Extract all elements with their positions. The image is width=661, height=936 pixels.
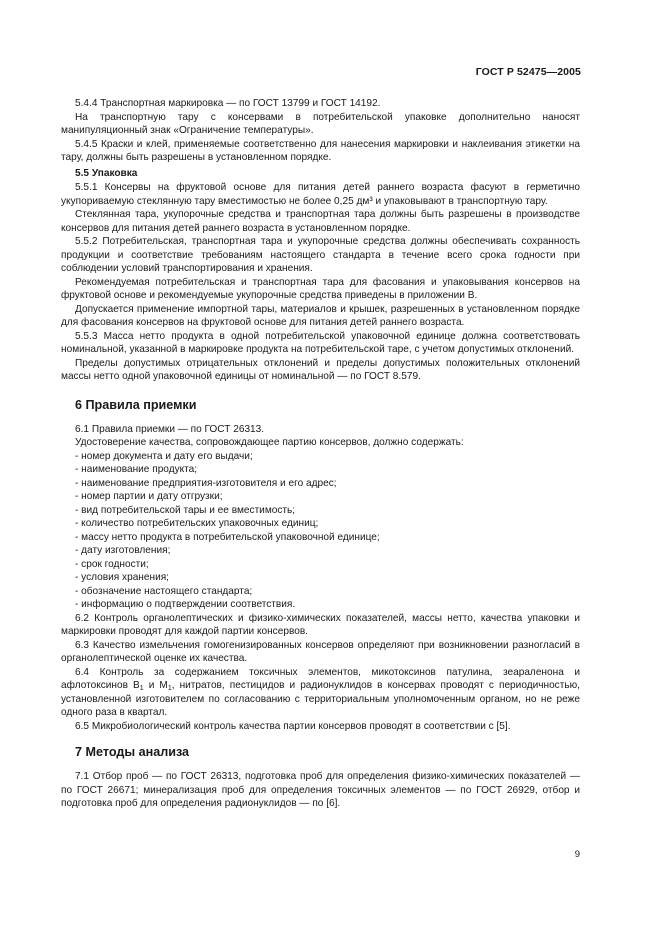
paragraph-recommended-tare: Рекомендуемая потребительская и транспортная тара для фасования и упаковывания консервов на фруктовой основе и рекомендуемые укупорочные средства приведены в приложении В.	[61, 276, 580, 301]
subscript-b1: 1	[139, 685, 144, 692]
list-item: - дату изготовления;	[75, 545, 171, 556]
standard-code-header: ГОСТ Р 52475—2005	[475, 66, 581, 78]
paragraph-deviation-limits: Пределы допустимых отрицательных отклонений и пределы допустимых положительных отклонений массы нетто одной упаковочной единицы от номинальной — по ГОСТ 8.579.	[61, 357, 580, 382]
list-item: - условия хранения;	[75, 572, 169, 583]
list-item: - номер партии и дату отгрузки;	[75, 491, 223, 502]
paragraph-5-5-3: 5.5.3 Масса нетто продукта в одной потребительской упаковочной единице должна соответствовать номинальной, указанной в маркировке продукта на потребительской таре, с учетом допустимых отклонений.	[61, 330, 580, 355]
section-title-6: 6 Правила приемки	[75, 397, 197, 412]
subscript-m1: 1	[167, 685, 172, 692]
list-item: - срок годности;	[75, 558, 149, 570]
section-title-7: 7 Методы анализа	[75, 745, 190, 759]
text-6-4-part-a: 6.4 Контроль за содержанием токсичных элементов, микотоксинов патулина, зеараленона и афлотоксинов В	[61, 666, 580, 691]
paragraph-5-5-1: 5.5.1 Консервы на фруктовой основе для питания детей раннего возраста фасуют в герметично укупориваемую стеклянную тару вместимостью не более 0,25 дм³ и упаковывают в транспортную тару.	[61, 182, 580, 207]
text-6-4-part-b: и М	[143, 680, 168, 691]
paragraph-7-1: 7.1 Отбор проб — по ГОСТ 26313, подготовка проб для определения физико-химических показателей — по ГОСТ 26671; минерализация проб для определения токсичных элементов — по ГОСТ 26929, отбор и подготовка проб для определения радионуклидов — по [6].	[61, 771, 580, 809]
page-body	[61, 97, 580, 811]
list-item: - количество потребительских упаковочных единиц;	[75, 518, 319, 529]
text-6-4-part-c: , нитратов, пестицидов и радионуклидов в консервах проводят с периодичностью, установленной изготовителем по согласованию с территориальным уполномоченным органом, но не реже одного раза в квартал.	[61, 680, 580, 718]
paragraph-quality-certificate: Удостоверение качества, сопровождающее партию консервов, должно содержать:	[75, 437, 464, 448]
subsection-title-5-5: 5.5 Упаковка	[75, 167, 138, 179]
list-item: - вид потребительской тары и ее вместимость;	[75, 504, 296, 516]
paragraph-6-1: 6.1 Правила приемки — по ГОСТ 26313.	[75, 423, 265, 435]
list-item: - наименование продукта;	[75, 464, 198, 475]
list-item: - информацию о подтверждении соответствия.	[75, 599, 296, 610]
paragraph-transport-mark: На транспортную тару с консервами в потребительской упаковке дополнительно наносят манипуляционный знак «Ограничение температуры».	[61, 111, 580, 136]
paragraph-6-3: 6.3 Качество измельчения гомогенизированных консервов определяют при возникновении разногласий в органолептической оценке их качества.	[61, 639, 580, 664]
list-item: - массу нетто продукта в потребительской упаковочной единице;	[75, 531, 380, 543]
paragraph-import-tare: Допускается применение импортной тары, материалов и крышек, разрешенных в установленном порядке для фасования консервов на фруктовой основе для питания детей раннего возраста.	[61, 303, 580, 328]
list-item: - номер документа и дату его выдачи;	[75, 450, 253, 462]
paragraph-6-2: 6.2 Контроль органолептических и физико-химических показателей, массы нетто, качества упаковки и маркировки проводят для каждой партии консервов.	[61, 612, 580, 637]
paragraph-5-4-4: 5.4.4 Транспортная маркировка — по ГОСТ 13799 и ГОСТ 14192.	[75, 98, 381, 109]
paragraph-6-4	[61, 666, 580, 720]
paragraph-5-4-5: 5.4.5 Краски и клей, применяемые соответственно для нанесения маркировки и наклеивания этикетки на тару, должны быть разрешены в установленном порядке.	[61, 138, 580, 163]
paragraph-glass-tare: Стеклянная тара, укупорочные средства и транспортная тара должны быть разрешены в производстве консервов для питания детей раннего возраста в установленном порядке.	[61, 209, 580, 234]
list-item: - обозначение настоящего стандарта;	[75, 585, 253, 597]
paragraph-5-5-2: 5.5.2 Потребительская, транспортная тара и укупорочные средства должны обеспечивать сохранность продукции и соответствие требованиям настоящего стандарта в течение всего срока годности при соблюдении условий транспортирования и хранения.	[61, 236, 580, 274]
list-item: - наименование предприятия-изготовителя и его адрес;	[75, 477, 337, 489]
paragraph-6-5: 6.5 Микробиологический контроль качества партии консервов проводят в соответствии с [5].	[75, 720, 511, 732]
page-number: 9	[574, 849, 580, 860]
